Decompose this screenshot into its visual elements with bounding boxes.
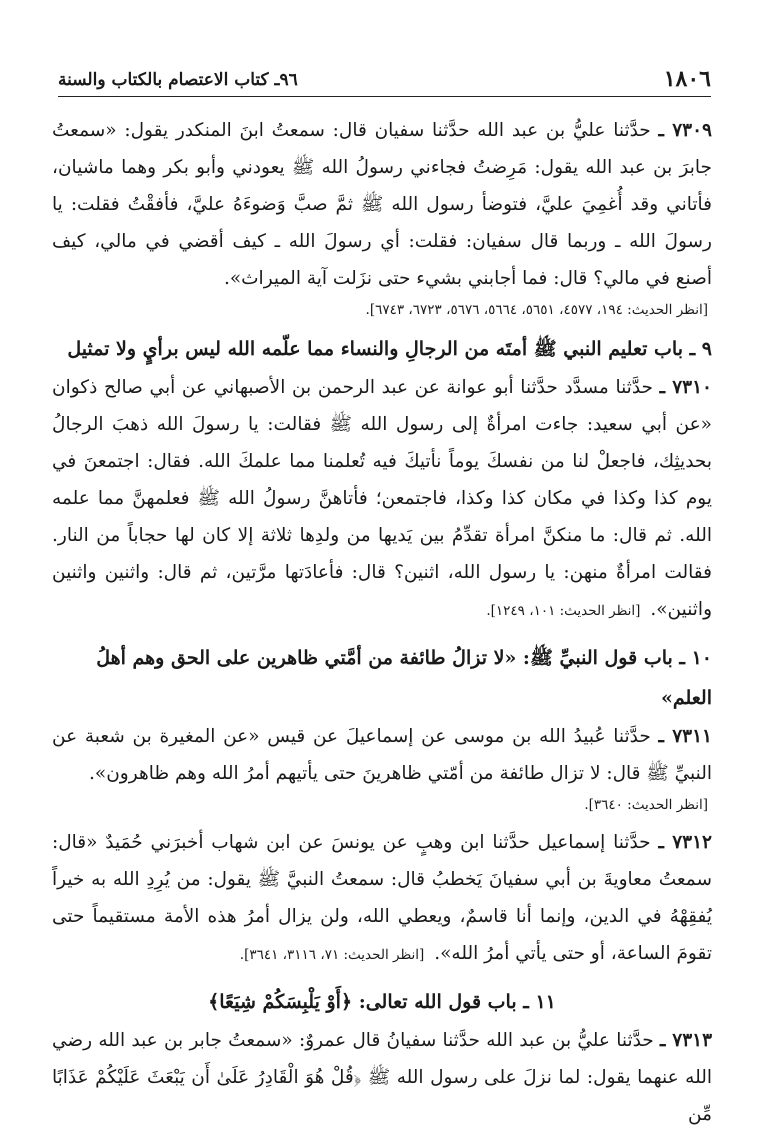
chapter-heading-11: ١١ ـ باب قول الله تعالى: ﴿أَوْ يَلْبِسَكُمْ شِيَعًا﴾ [208,991,556,1013]
hadith-7311 [52,718,712,792]
hadith-text: حدَّثنا مسدَّد حدَّثنا أبو عوانة عن عبد الرحمن بن الأصبهاني عن أبي صالح ذكوان «عن أبي سعيد: جاءت امرأةٌ إلى رسول الله ﷺ فقالت: يا رسولَ الله ذهبَ الرجالُ بحديثِك، فاجعلْ لنا من نفسكَ يوماً نأتيكَ فيه تُعلمنا مما علمكَ الله. فقال: اجتمعنَ في يوم كذا وكذا في مكان كذا وكذا، فاجتمعن؛ فأتاهنَّ رسولُ الله ﷺ فعلمهنَّ مما علمه الله. ثم قال: ما منكنَّ امرأة تقدِّمُ بين يَديها من ولدِها ثلاثة إلا كان لها حجاباً من النار. فقالت امرأةٌ منهن: يا رسول الله، اثنين؟ قال: فأعادَتها مرَّتين، ثم قال: واثنين واثنين واثنين». [52,377,712,620]
hadith-reference: [انظر الحديث: ١٠١، ١٢٤٩]. [486,603,641,619]
page-header [58,58,711,97]
chapter-heading-9: ٩ ـ باب تعليم النبي ﷺ أمتَه من الرجالِ والنساء مما علّمه الله ليس برأيٍ ولا تمثيل [67,338,712,360]
chapter-title: ٩٦ـ كتاب الاعتصام بالكتاب والسنة [58,70,298,90]
hadith-reference: [انظر الحديث: ٣٦٤٠]. [584,797,708,813]
hadith-7310 [52,369,712,628]
hadith-7313 [52,1022,712,1133]
hadith-text: حدَّثنا عليُّ بن عبد الله حدَّثنا سفيانُ قال عمروٌ: «سمعتُ جابر بن عبد الله رضي الله عنهما يقول: لما نزلَ على رسول الله ﷺ ﴿قُلْ هُوَ الْقَادِرُ عَلَىٰ أَن يَبْعَثَ عَلَيْكُمْ عَذَابًا مِّن [52,1030,712,1125]
hadith-number: ٧٣١٠ ـ [659,377,712,398]
page-body [52,112,712,1133]
hadith-text: حدَّثنا عليُّ بن عبد الله حدَّثنا سفيان قال: سمعتُ ابنَ المنكدر يقول: «سمعتُ جابرَ بن عبد الله يقول: مَرِضتُ فجاءني رسولُ الله ﷺ يعودني وأبو بكر وهما ماشيان، فأتاني وقد أُغمِيَ عليَّ، فتوضأ رسول الله ﷺ ثمَّ صبَّ وَضوءَهُ عليَّ، فأفقْتُ فقلت: يا رسولَ الله ـ وربما قال سفيان: فقلت: أي رسولَ الله ـ كيف أقضي في مالي، كيف أصنع في مالي؟ قال: فما أجابني بشيء حتى نزَلت آية الميراث». [52,120,712,289]
hadith-7309 [52,112,712,297]
hadith-text: حدَّثنا إسماعيل حدَّثنا ابن وهبٍ عن يونسَ عن ابن شهاب أخبرَني حُمَيدٌ «قال: سمعتُ معاويةَ بن أبي سفيانَ يَخطبُ قال: سمعتُ النبيَّ ﷺ يقول: من يُرِدِ الله به خيراً يُفقِهْهُ في الدين، وإنما أنا قاسمٌ، ويعطي الله، ولن يزال أمرُ هذه الأمة مستقيماً حتى تقومَ الساعة، أو حتى يأتي أمرُ الله». [52,832,712,964]
hadith-text: حدَّثنا عُبيدُ الله بن موسى عن إسماعيلَ عن قيس «عن المغيرة بن شعبة عن النبيِّ ﷺ قال: لا تزال طائفة من أمّتي ظاهرينَ حتى يأتيهم أمرُ الله وهم ظاهرون». [52,726,712,784]
page-number: ١٨٠٦ [663,66,711,92]
hadith-number: ٧٣١١ ـ [658,726,712,747]
chapter-heading-10: ١٠ ـ باب قول النبيِّ ﷺ: «لا تزالُ طائفة من أمَّتي ظاهرين على الحق وهم أهلُ العلم» [96,647,712,709]
hadith-number: ٧٣٠٩ ـ [658,120,712,141]
hadith-reference: [انظر الحديث: ٧١، ٣١١٦، ٣٦٤١]. [239,947,425,963]
hadith-number: ٧٣١٢ ـ [658,832,712,853]
hadith-reference: [انظر الحديث: ١٩٤، ٤٥٧٧، ٥٦٥١، ٥٦٦٤، ٥٦٧٦، ٦٧٢٣، ٦٧٤٣]. [365,302,708,318]
hadith-7312 [52,824,712,972]
hadith-number: ٧٣١٣ ـ [660,1030,713,1051]
